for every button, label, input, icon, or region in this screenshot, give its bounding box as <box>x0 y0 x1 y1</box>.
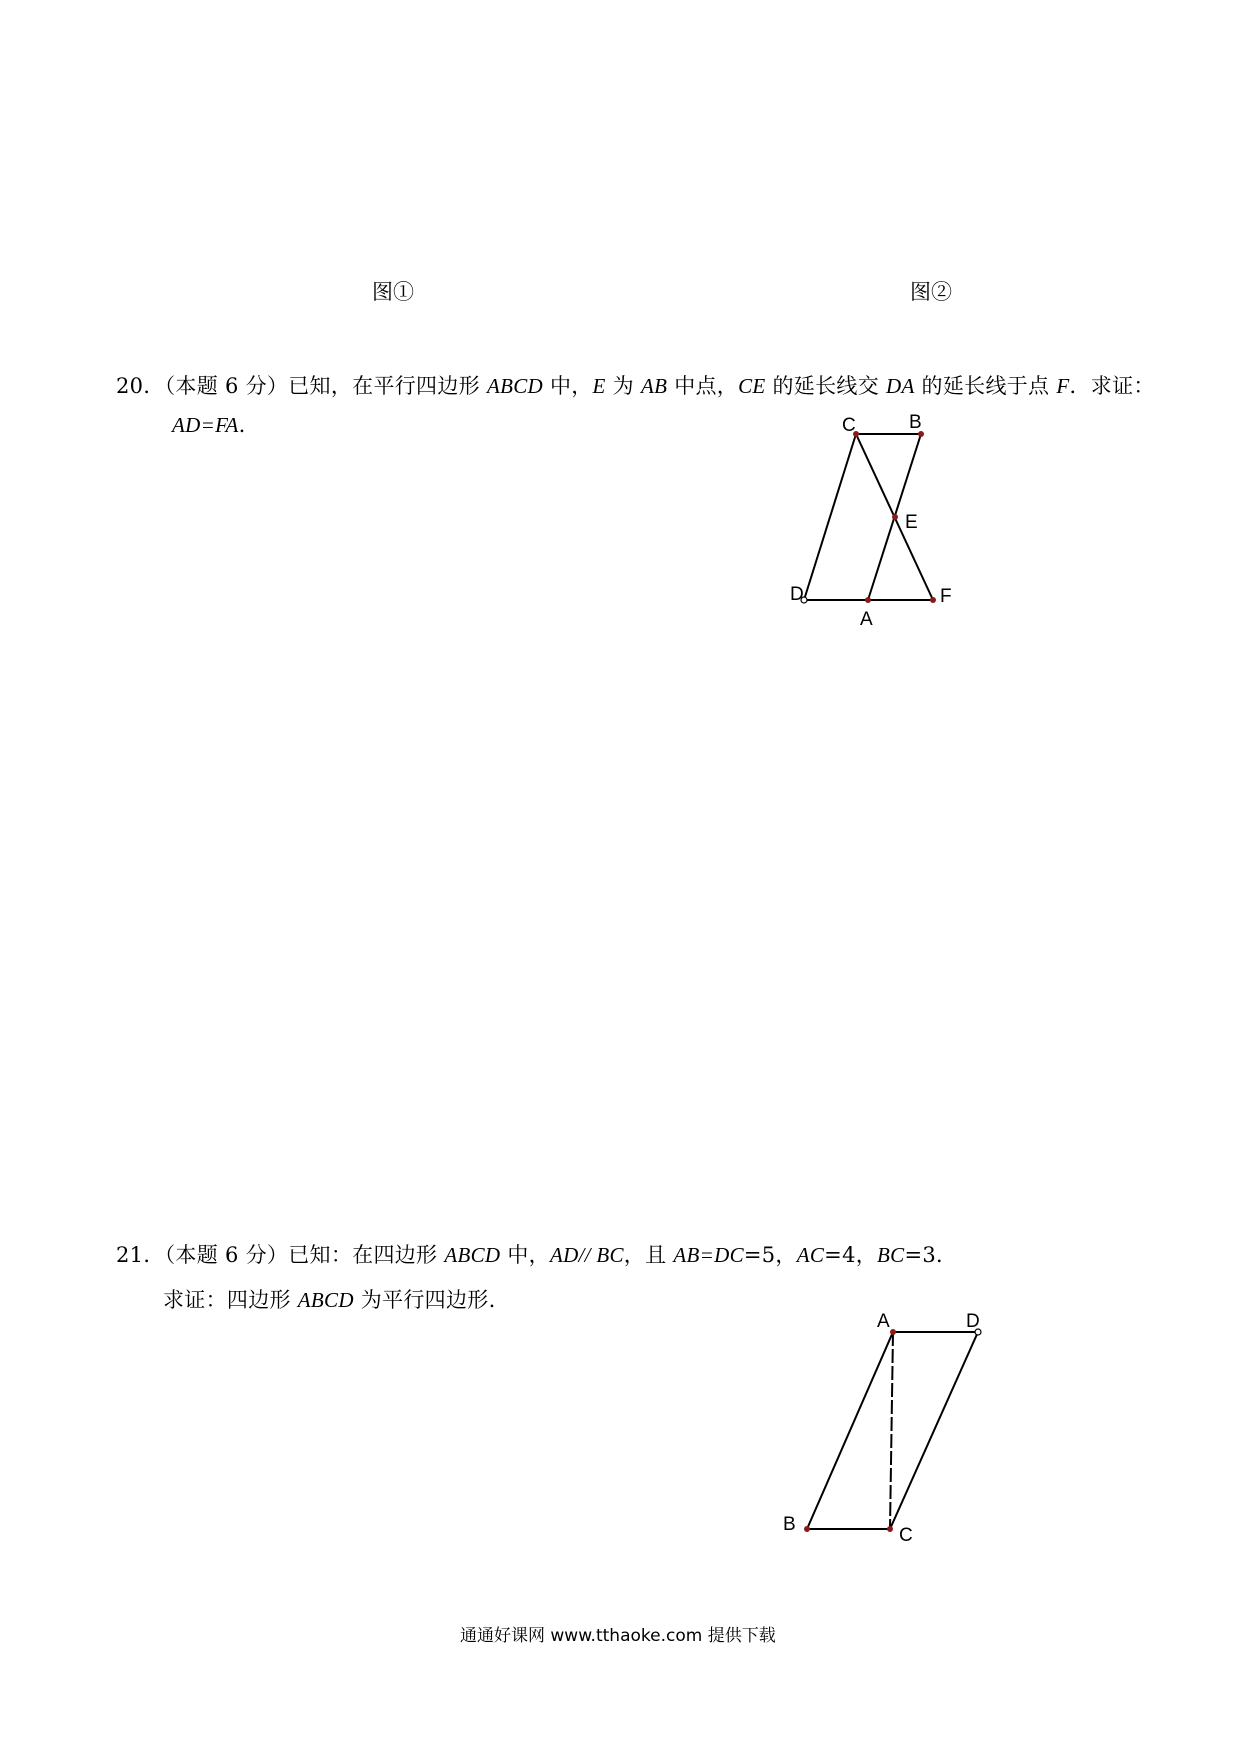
q20-var: ABCD <box>486 374 543 398</box>
q21-diagram <box>770 1300 990 1560</box>
q20-conclusion-expr: AD=FA <box>172 413 239 437</box>
q21-text: =5， <box>743 1243 797 1267</box>
q20-var: F <box>1056 374 1070 398</box>
q21-text: 求证：四边形 <box>163 1288 298 1312</box>
q20-score: （本题 6 分） <box>164 374 289 398</box>
q20-text: 的延长线交 <box>765 374 886 398</box>
q20-text: 为 <box>605 374 641 398</box>
label-a: A <box>860 609 873 630</box>
q21-text: 中， <box>500 1243 550 1267</box>
label-b: B <box>909 412 922 433</box>
segment-ac <box>890 1332 893 1529</box>
q20-var: CE <box>738 374 766 398</box>
q21-text: =3． <box>904 1243 958 1267</box>
q21-statement <box>116 1239 957 1269</box>
q21-text: 为平行四边形. <box>353 1288 496 1312</box>
segment-dc <box>890 1332 978 1529</box>
segment-cd <box>804 434 856 600</box>
q20-var: E <box>592 374 606 398</box>
q20-var: AB <box>640 374 668 398</box>
q21-var: ABCD <box>444 1243 501 1267</box>
q20-statement <box>116 370 1155 400</box>
label-a: A <box>877 1311 890 1332</box>
q20-diagram <box>780 404 960 630</box>
q21-var: AD// BC <box>549 1243 624 1267</box>
q21-text: ，且 <box>623 1243 674 1267</box>
q20-text: 已知，在平行四边形 <box>288 374 487 398</box>
q21-var: BC <box>877 1243 905 1267</box>
q21-var: AC <box>796 1243 825 1267</box>
label-d: D <box>790 584 804 605</box>
label-d: D <box>966 1311 980 1332</box>
q20-var: DA <box>885 374 915 398</box>
q20-number: 20． <box>116 374 165 398</box>
q21-text: 已知：在四边形 <box>288 1243 445 1267</box>
q21-var: ABCD <box>297 1288 354 1312</box>
q21-prove <box>163 1284 496 1314</box>
q21-text: =4， <box>824 1243 878 1267</box>
point-c <box>887 1526 893 1532</box>
q20-text: 中， <box>542 374 593 398</box>
point-a <box>865 597 871 603</box>
q21-score: （本题 6 分） <box>164 1243 289 1267</box>
q20-text: 中点， <box>667 374 739 398</box>
label-b: B <box>783 1514 796 1535</box>
figure-1-caption: 图① <box>372 280 414 304</box>
point-f <box>930 597 936 603</box>
segment-ab <box>807 1332 893 1529</box>
point-b <box>804 1526 810 1532</box>
q20-text: . <box>238 413 246 437</box>
point-e <box>892 514 898 520</box>
q20-text: 的延长线于点 <box>914 374 1057 398</box>
page-footer: 通通好课网 www.tthaoke.com 提供下载 <box>460 1626 776 1646</box>
label-e: E <box>905 512 918 533</box>
label-c: C <box>842 415 856 436</box>
figure-2-caption: 图② <box>910 280 952 304</box>
point-a <box>890 1329 896 1335</box>
q21-var: AB=DC <box>673 1243 744 1267</box>
q20-text: ．求证： <box>1069 374 1155 398</box>
label-c: C <box>899 1525 913 1546</box>
q21-number: 21． <box>116 1243 165 1267</box>
label-f: F <box>940 586 952 607</box>
q20-conclusion <box>172 413 246 438</box>
